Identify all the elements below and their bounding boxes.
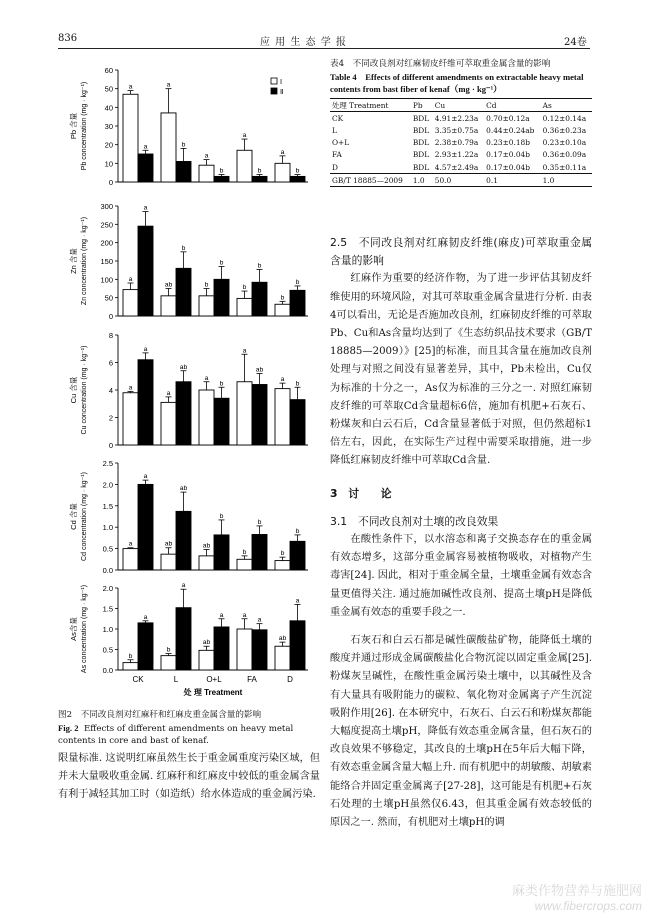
bar bbox=[214, 279, 229, 316]
y-tick-label: 100 bbox=[100, 275, 113, 285]
significance-letter: a bbox=[128, 384, 133, 392]
y-axis-label-cn: Pb 含量 bbox=[69, 112, 78, 140]
y-tick-label: 300 bbox=[100, 202, 113, 211]
section-3-1-paragraph-1: 在酸性条件下，以水溶态和离子交换态存在的重金属有效态增多，这部分重金属容易被植物吸收，对植物产生毒害[24]. 因此，相对于重金属全量，土壤重金属有效态含量更值得关注. 通过施加碱性改良剂、提高土壤pH是降低重金属有效态的重要手段之一. bbox=[330, 534, 592, 618]
significance-letter: ab bbox=[179, 363, 188, 371]
significance-letter: b bbox=[280, 550, 285, 558]
significance-letter: b bbox=[219, 259, 224, 267]
y-axis-label-en: Pb concentration (mg · kg⁻¹) bbox=[81, 81, 88, 171]
y-tick-label: 40 bbox=[104, 103, 113, 113]
bar bbox=[214, 398, 229, 445]
bar bbox=[275, 389, 290, 445]
section-3-1-heading: 3.1 不同改良剂对土壤的改良效果 bbox=[330, 514, 499, 528]
header-rule bbox=[58, 48, 590, 49]
table-4-row-cell: 4.91±2.23a bbox=[433, 112, 484, 125]
left-bottom-paragraph: 限量标准. 这说明红麻虽然生长于重金属重度污染区域，但并未大量吸收重金属. 红麻秆和红麻皮中较低的重金属含量有利于减轻其加工时（如造纸）给水体造成的重金属污染. bbox=[58, 753, 320, 801]
figure-2-caption-cn: 图2 不同改良剂对红麻秆和红麻皮重金属含量的影响 bbox=[58, 710, 262, 720]
y-tick-label: 0 bbox=[108, 312, 113, 321]
watermark-url: www.fibercrops.com bbox=[534, 899, 642, 913]
significance-letter: a bbox=[128, 83, 133, 91]
bar bbox=[138, 484, 153, 570]
bar bbox=[290, 621, 305, 670]
bar bbox=[199, 556, 214, 570]
x-tick-label: D bbox=[287, 675, 293, 684]
table-4-row bbox=[330, 161, 592, 174]
section-2-5-paragraph: 红麻作为重要的经济作物，为了进一步评估其韧皮纤维使用的环境风险，对其可萃取重金属含量进行分析. 由表4可以看出，无论是否施加改良剂，红麻韧皮纤维的可萃取Pb、Cu和As含量均达到了《生态纺织品技术要求（GB/T 18885—2009）》[25]的标准，而且其含量在施加改良剂处理与对照之间没有显著差异，其中，Pb未检出，Cu仅为标准的十分之一，As仅为标准的三分之一. 对照红麻韧皮纤维的可萃取Cd含量超标6倍，施加有机肥+石灰石、粉煤灰和白云石后，Cd含量显著低于对照，但仍然超标1倍左右，因此，在实际生产过程中需要采取措施，进一步降低红麻韧皮纤维中可萃取Cd含量. bbox=[330, 273, 592, 467]
volume-label: 24卷 bbox=[564, 37, 587, 48]
table-4-row-cell: 0.17±0.04b bbox=[486, 150, 530, 160]
y-tick-label: 6 bbox=[108, 358, 113, 368]
legend-swatch-II bbox=[271, 88, 277, 94]
y-tick-label: 60 bbox=[104, 66, 113, 75]
significance-letter: b bbox=[257, 167, 262, 175]
table-4-row-cell: O+L bbox=[332, 138, 350, 148]
table-4-title-cn: 表4 不同改良剂对红麻韧皮纤维可萃取重金属含量的影响 bbox=[330, 59, 551, 69]
table-4-row-cell: D bbox=[332, 162, 338, 172]
table-4-row bbox=[330, 124, 592, 136]
significance-letter: a bbox=[204, 374, 209, 382]
right-column-text bbox=[330, 234, 592, 832]
bar bbox=[252, 534, 267, 570]
bar bbox=[176, 161, 191, 182]
bar bbox=[290, 176, 305, 182]
table-4-standard-row-cell: 0.1 bbox=[484, 174, 540, 187]
table-4-row-cell: 0.35±0.11a bbox=[542, 162, 587, 172]
legend-label-I: Ⅰ bbox=[280, 79, 283, 86]
section-2-5-heading: 2.5 不同改良剂对红麻韧皮纤维(麻皮)可萃取重金属含量的影响 bbox=[330, 236, 592, 268]
y-axis-label-en: As concentration (mg · kg⁻¹) bbox=[81, 584, 88, 674]
significance-letter: b bbox=[295, 380, 300, 388]
table-4-row-cell: 0.12±0.14a bbox=[541, 112, 592, 125]
table-4-header-row-cell: Pb bbox=[412, 100, 423, 110]
y-tick-label: 2 bbox=[108, 413, 113, 423]
bar bbox=[290, 541, 305, 570]
table-4-row-cell: FA bbox=[332, 150, 342, 160]
bar bbox=[138, 360, 153, 445]
bar bbox=[138, 226, 153, 316]
table-4-row-cell: BDL bbox=[411, 112, 433, 125]
table-4-row bbox=[330, 137, 592, 149]
significance-letter: a bbox=[128, 276, 133, 283]
significance-letter: a bbox=[257, 616, 262, 624]
figure-2-caption-en bbox=[58, 722, 320, 748]
section-3-1-paragraph-2: 石灰石和白云石都是碱性碳酸盐矿物，能降低土壤的酸度并通过形成金属碳酸盐化合物沉淀以固定重金属[25]. 粉煤灰呈碱性，在酸性重金属污染土壤中，以其碱性及含有大量具有吸附能力的碳粒、氧化物对金属离子产生沉淀吸附作用[26]. 在本研究中，石灰石、白云石和粉煤灰都能大幅度提高土壤pH，降低有效态重金属含量，但石灰石的改良效果不够稳定，其改良的土壤pH在5年后大幅下降，有效态重金属含量大幅上升. 而有机肥中的胡敏酸、胡敏素能络合并固定重金属离子[27-28]，这可能是有机肥+石灰石处理的土壤pH虽然仅6.43，但其重金属有效态较低的原因之一. 然而，有机肥对土壤pH的调 bbox=[330, 635, 592, 829]
y-tick-label: 1.0 bbox=[102, 625, 113, 634]
significance-letter: b bbox=[280, 294, 285, 302]
x-tick-label: CK bbox=[132, 675, 144, 684]
y-tick-label: 10 bbox=[104, 159, 113, 169]
y-tick-label: 50 bbox=[104, 293, 113, 303]
y-tick-label: 200 bbox=[100, 238, 113, 248]
table-4-standard-row-cell: 1.0 bbox=[411, 174, 433, 187]
bar bbox=[176, 511, 191, 570]
bar bbox=[123, 549, 138, 570]
significance-letter: b bbox=[128, 652, 133, 660]
table-4-standard-row bbox=[330, 174, 592, 187]
y-axis-label-cn: Zn 含量 bbox=[69, 248, 78, 274]
y-tick-label: 250 bbox=[100, 220, 113, 230]
x-tick-label: L bbox=[173, 675, 179, 684]
significance-letter: a bbox=[181, 582, 186, 590]
significance-letter: a bbox=[143, 473, 148, 481]
table-4-row-cell: 0.44±0.24ab bbox=[486, 125, 535, 135]
legend-swatch-I bbox=[271, 78, 277, 84]
bar bbox=[176, 268, 191, 316]
table-4-row-cell: 2.93±1.22a bbox=[434, 150, 479, 160]
page-number: 836 bbox=[58, 33, 78, 44]
table-4-row-cell: BDL bbox=[412, 125, 430, 135]
significance-letter: ab bbox=[202, 639, 211, 647]
table-4-row bbox=[330, 112, 592, 125]
table-4-row bbox=[330, 149, 592, 161]
y-tick-label: 150 bbox=[100, 257, 113, 266]
y-axis-label-cn: As含量 bbox=[69, 617, 78, 641]
table-4-row-cell: CK bbox=[330, 112, 411, 125]
bar bbox=[123, 290, 138, 316]
table-4-title-en: Table 4 Effects of different amendments on extractable heavy metal contents from bast fiber of kenaf（mg · kg⁻¹） bbox=[330, 71, 584, 95]
table-4-standard-row-cell: 1.0 bbox=[541, 174, 592, 187]
significance-letter: a bbox=[143, 204, 148, 212]
bar bbox=[237, 382, 252, 445]
bar bbox=[237, 298, 252, 316]
left-column-text bbox=[58, 750, 320, 805]
table-4-row-cell: 0.70±0.12a bbox=[484, 112, 540, 125]
significance-letter: a bbox=[295, 597, 300, 605]
bar bbox=[275, 646, 290, 670]
table-4-row-cell: BDL bbox=[412, 150, 430, 160]
y-tick-label: 0.5 bbox=[102, 544, 113, 554]
section-3-heading: 3 讨 论 bbox=[330, 486, 392, 500]
bar bbox=[214, 176, 229, 182]
significance-letter: a bbox=[166, 389, 171, 397]
significance-letter: a bbox=[242, 611, 247, 619]
table-4-row-cell: L bbox=[332, 125, 337, 135]
table-4-grid bbox=[330, 99, 592, 187]
y-tick-label: 50 bbox=[104, 84, 113, 94]
significance-letter: a bbox=[143, 143, 148, 151]
bar bbox=[138, 154, 153, 182]
y-axis-label-cn: Cu 含量 bbox=[69, 376, 78, 404]
bar bbox=[275, 561, 290, 570]
significance-letter: a bbox=[128, 540, 133, 548]
significance-letter: ab bbox=[164, 540, 173, 548]
y-tick-label: 0 bbox=[108, 441, 113, 450]
table-4-header-row bbox=[330, 99, 592, 112]
x-tick-label: O+L bbox=[206, 675, 222, 684]
y-axis-label-en: Cu concentration (mg · kg⁻¹) bbox=[81, 345, 88, 435]
bar bbox=[252, 282, 267, 316]
significance-letter: a bbox=[242, 132, 247, 140]
table-4-standard-row-cell: 50.0 bbox=[433, 174, 484, 187]
x-tick-label: FA bbox=[247, 675, 257, 684]
bar bbox=[161, 554, 176, 570]
table-4-row-cell: 3.35±0.75a bbox=[434, 125, 479, 135]
significance-letter: a bbox=[280, 376, 285, 384]
y-tick-label: 0.0 bbox=[102, 666, 113, 675]
significance-letter: a bbox=[143, 345, 148, 353]
y-tick-label: 30 bbox=[104, 122, 113, 131]
significance-letter: a bbox=[143, 613, 148, 621]
bar bbox=[237, 559, 252, 570]
table-4-row-cell: 4.57±2.49a bbox=[434, 162, 479, 172]
table-4-standard-row-cell: GB/T 18885—2009 bbox=[330, 174, 411, 187]
figure-2-label: Fig. 2 bbox=[58, 722, 79, 733]
bar bbox=[275, 163, 290, 182]
significance-letter: b bbox=[242, 548, 247, 556]
y-tick-label: 0.0 bbox=[102, 566, 113, 575]
bar bbox=[123, 663, 138, 670]
bar bbox=[176, 608, 191, 670]
table-4-row-cell: 0.17±0.04b bbox=[486, 162, 530, 172]
table-4-header-row-cell: Cd bbox=[486, 100, 497, 110]
y-tick-label: 4 bbox=[108, 386, 113, 395]
journal-title: 应 用 生 态 学 报 bbox=[260, 37, 347, 48]
bar bbox=[123, 94, 138, 182]
y-tick-label: 1.5 bbox=[102, 501, 113, 511]
y-tick-label: 2.5 bbox=[102, 459, 113, 468]
bar bbox=[161, 296, 176, 316]
figure-2-caption bbox=[58, 709, 320, 748]
significance-letter: ab bbox=[278, 635, 287, 643]
table-4-title bbox=[330, 58, 592, 96]
legend-label-II: Ⅱ bbox=[280, 89, 284, 96]
significance-letter: ab bbox=[164, 281, 173, 289]
y-axis-label-en: Cd concentration (mg · kg⁻¹) bbox=[81, 472, 88, 561]
significance-letter: b bbox=[181, 141, 186, 149]
significance-letter: ab bbox=[202, 542, 211, 550]
y-axis-label-en: Zn concentration (mg · kg⁻¹) bbox=[81, 216, 88, 306]
significance-letter: b bbox=[219, 167, 224, 175]
significance-letter: ab bbox=[179, 485, 188, 493]
significance-letter: b bbox=[219, 512, 224, 520]
y-tick-label: 2.0 bbox=[102, 584, 113, 593]
significance-letter: b bbox=[166, 646, 171, 654]
significance-letter: b bbox=[257, 518, 262, 526]
table-4-row-cell: BDL bbox=[412, 162, 430, 172]
table-4-header-row-cell: As bbox=[542, 100, 552, 110]
bar bbox=[199, 650, 214, 670]
bar bbox=[237, 150, 252, 182]
bar bbox=[214, 627, 229, 670]
table-4-row-cell: BDL bbox=[412, 138, 430, 148]
table-4-row-cell: 0.36±0.09a bbox=[542, 150, 587, 160]
x-axis-label: 处 理 Treatment bbox=[183, 688, 243, 697]
significance-letter: a bbox=[242, 347, 247, 355]
y-tick-label: 20 bbox=[104, 140, 113, 150]
figure-2-caption-en-text: Effects of different amendments on heavy metal contents in core and bast of kenaf. bbox=[58, 723, 294, 746]
significance-letter: b bbox=[295, 278, 300, 286]
bar bbox=[252, 385, 267, 446]
table-4-row-cell: 0.23±0.10a bbox=[542, 138, 587, 148]
bar bbox=[161, 113, 176, 182]
y-tick-label: 8 bbox=[108, 331, 113, 340]
table-4-header-row-cell: Cu bbox=[434, 100, 446, 110]
significance-letter: a bbox=[204, 152, 209, 160]
watermark bbox=[470, 880, 642, 913]
bar bbox=[214, 535, 229, 570]
bar bbox=[252, 176, 267, 182]
figure-2 bbox=[58, 60, 320, 705]
table-4-header-row-cell: 处理 Treatment bbox=[332, 100, 389, 110]
bar bbox=[290, 400, 305, 445]
y-tick-label: 0 bbox=[108, 178, 113, 187]
bar bbox=[290, 290, 305, 316]
y-tick-label: 2.0 bbox=[102, 480, 113, 490]
bar bbox=[237, 629, 252, 670]
table-4 bbox=[330, 98, 592, 187]
significance-letter: ab bbox=[255, 366, 264, 374]
significance-letter: b bbox=[295, 167, 300, 175]
bar bbox=[176, 382, 191, 445]
bar bbox=[275, 304, 290, 316]
significance-letter: b bbox=[219, 380, 224, 388]
significance-letter: a bbox=[219, 611, 224, 619]
significance-letter: b bbox=[204, 281, 209, 289]
watermark-cn: 麻类作物营养与施肥网 bbox=[511, 883, 642, 898]
bar bbox=[161, 656, 176, 670]
table-4-row-cell: 2.38±0.79a bbox=[434, 138, 479, 148]
significance-letter: b bbox=[242, 284, 247, 292]
y-axis-label-cn: Cd 含量 bbox=[69, 503, 78, 530]
bar bbox=[252, 630, 267, 670]
y-tick-label: 1.5 bbox=[102, 604, 113, 614]
significance-letter: b bbox=[181, 244, 186, 252]
y-tick-label: 0.5 bbox=[102, 645, 113, 655]
significance-letter: b bbox=[257, 262, 262, 270]
significance-letter: a bbox=[166, 81, 171, 89]
bar bbox=[199, 296, 214, 316]
table-4-row-cell: 0.36±0.23a bbox=[542, 125, 587, 135]
bar bbox=[199, 165, 214, 182]
bar bbox=[161, 402, 176, 445]
significance-letter: a bbox=[280, 148, 285, 156]
significance-letter: b bbox=[295, 527, 300, 535]
bar bbox=[123, 393, 138, 445]
bar bbox=[138, 623, 153, 670]
y-tick-label: 1.0 bbox=[102, 523, 113, 533]
bar bbox=[199, 390, 214, 445]
table-4-row-cell: 0.23±0.18b bbox=[486, 138, 530, 148]
